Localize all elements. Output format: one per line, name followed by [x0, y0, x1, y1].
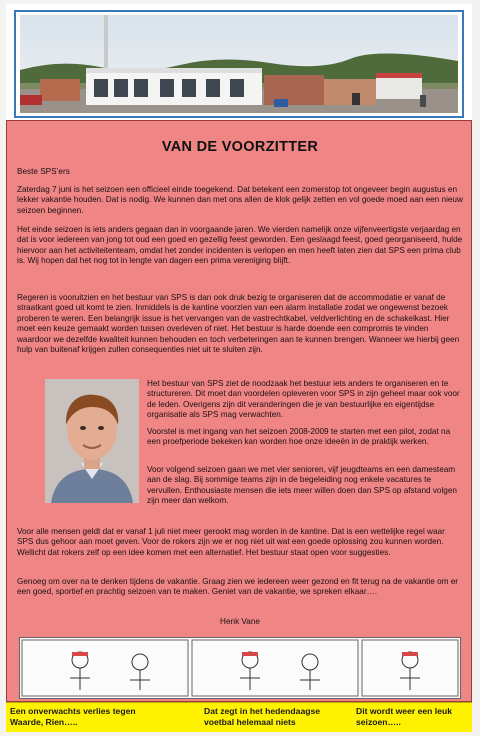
signature: Henk Vane — [220, 617, 260, 626]
paragraph-3: Regeren is vooruitzien en het bestuur van SPS is dan ook druk bezig te organiseren dat de accommodatie er vanaf de straatkant goed uit komt te zien. Inmiddels is de kantine voorzien van een alarm installatie zodat we ongewenst bezoek proberen te weren. Een belangrijk issue is het vervangen van de vastrechtkabel, veldverlichting en de schakelkast. Hier moet een keuze gemaakt worden tussen overleven of niet. Het bestuur is harde doende een compromis te vinden waardoor we dezelfde kwaliteit kunnen behouden en toch verbeteringen aan te kunnen brengen. Wanneer we hierbij geen hulp van buitenaf krijgen zullen consequenties niet uit te sluiten zijn. — [17, 293, 460, 355]
paragraph-5: Voorstel is met ingang van het seizoen 2008-2009 te starten met een pilot, zodat na een proefperiode bekeken kan worden hoe onze ideeën in de praktijk werken. — [147, 427, 451, 447]
paragraph-2: Het einde seizoen is iets anders gegaan dan in voorgaande jaren. We vierden namelijk onze vijfenveertigste verjaardag en dat is voor iedereen van jong tot oud een goed en gezellig feest geworden. Een geslaagd feest, goed georganiseerd, hulde hiervoor aan het activiteitenteam, omdat het zonder incidenten is verlopen en men heeft laten zien dat SPS een prima club is. Wij hopen dat het nog tot in lengte van dagen een prima vereniging blijft. — [17, 225, 463, 266]
clubhouse-photo — [20, 15, 458, 113]
cartoon-caption-2: Dat zegt in het hedendaagse voetbal helemaal niets — [204, 706, 321, 727]
chairman-portrait — [45, 379, 139, 503]
newsletter-page — [6, 4, 472, 732]
chairman-article-panel — [6, 120, 472, 702]
salutation: Beste SPS’ers — [17, 167, 70, 176]
article-title: VAN DE VOORZITTER — [161, 139, 319, 155]
cartoon-caption-3: Dit wordt weer een leuk seizoen….. — [356, 706, 452, 727]
paragraph-4: Het bestuur van SPS ziet de noodzaak het bestuur iets anders te organiseren en te structureren. Dit moet dan voordelen opleveren voor SPS in zijn geheel maar ook voor de leden. Overigens zijn dit veranderingen die je van bestuurlijke en eigentijdse organisatie als SPS mag verwachten. — [147, 379, 460, 420]
cartoon-strip — [19, 637, 461, 699]
paragraph-7: Voor alle mensen geldt dat er vanaf 1 juli niet meer gerookt mag worden in de kantine. Dat is een wettelijke regel waar SPS dus gehoor aan moet geven. Voor de rokers zijn we er nog niet uit wat een goede oplossing zou kunnen worden. Wellicht dat rokers zelf op een idee komen met een alternatief. Het bestuur staat open voor suggesties. — [17, 527, 445, 557]
header-photo-frame — [14, 10, 464, 118]
cartoon-caption-1: Een onverwachts verlies tegen Waarde, Rien….. — [10, 706, 136, 727]
paragraph-6: Voor volgend seizoen gaan we met vier senioren, vijf jeugdteams en een damesteam aan de slag. Bij sommige teams zijn in de begeleiding nog enkele vacatures te vervullen. Enthousiaste mensen die iets meer willen doen dan SPS op afstand volgen zijn meer dan welkom. — [147, 465, 457, 506]
cartoon-caption-bar — [6, 702, 472, 732]
paragraph-8: Genoeg om over na te denken tijdens de vakantie. Graag zien we iedereen weer gezond en fit terug na de vakantie om er een goed, sportief en prachtig seizoen van te maken. Geniet van de vakantie, we spreken elkaar…. — [17, 577, 459, 597]
paragraph-1: Zaterdag 7 juni is het seizoen een officieel einde toegekend. Dat betekent een zomerstop tot ongeveer begin augustus en lekker vakantie houden. Dat is nodig. We kunnen dan met ons allen de klok gelijk zetten en vol goede moed aan een nieuw seizoen beginnen. — [17, 185, 463, 215]
